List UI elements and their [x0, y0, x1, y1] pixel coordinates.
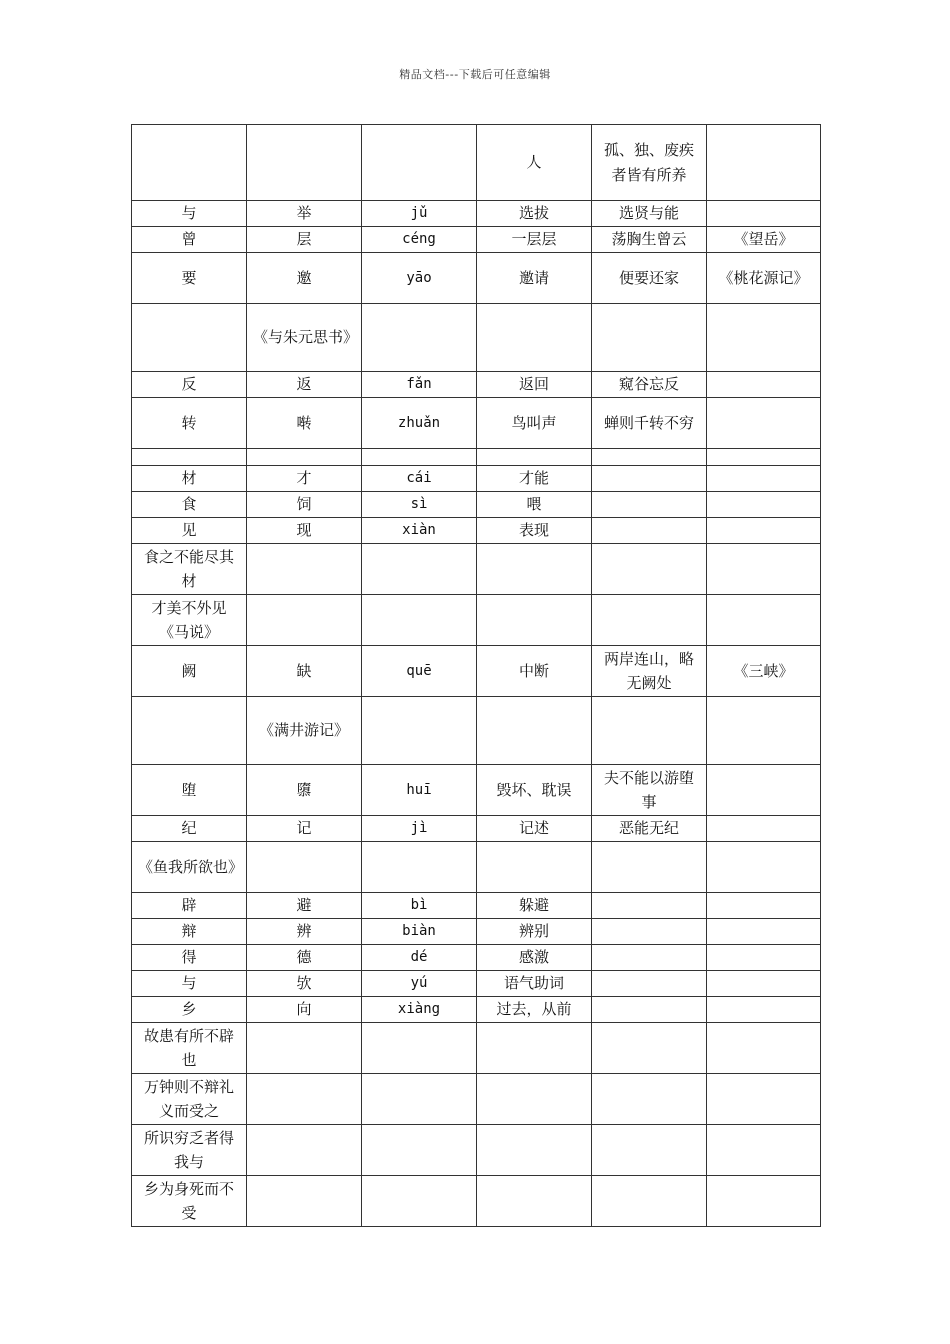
table-cell: [362, 1074, 477, 1125]
table-cell: 才能: [477, 466, 592, 492]
table-cell: 层: [247, 227, 362, 253]
table-cell: dé: [362, 945, 477, 971]
table-cell: 见: [132, 518, 247, 544]
table-cell: [362, 842, 477, 893]
table-cell: [707, 919, 821, 945]
table-cell: 选拔: [477, 201, 592, 227]
table-row: [132, 518, 821, 544]
table-cell: [592, 492, 707, 518]
table-cell: [132, 697, 247, 765]
table-cell: 记述: [477, 816, 592, 842]
table-row: [132, 997, 821, 1023]
table-row: [132, 1125, 821, 1176]
table-cell: [477, 1125, 592, 1176]
table-row: [132, 595, 821, 646]
table-cell: [707, 842, 821, 893]
table-row: [132, 697, 821, 765]
table-cell: [247, 1176, 362, 1227]
table-cell: [477, 1023, 592, 1074]
table-cell: 返: [247, 372, 362, 398]
table-cell: 返回: [477, 372, 592, 398]
table-cell: 《望岳》: [707, 227, 821, 253]
table-cell: [592, 997, 707, 1023]
table-cell: céng: [362, 227, 477, 253]
table-cell: [592, 1023, 707, 1074]
table-row: [132, 372, 821, 398]
table-cell: [592, 971, 707, 997]
table-cell: 人: [477, 125, 592, 201]
table-cell: [592, 1176, 707, 1227]
table-cell: 恶能无纪: [592, 816, 707, 842]
table-cell: [247, 449, 362, 466]
table-cell: [477, 595, 592, 646]
table-cell: 阙: [132, 646, 247, 697]
table-cell: [592, 893, 707, 919]
table-cell: 躲避: [477, 893, 592, 919]
table-cell: 乡为身死而不受: [132, 1176, 247, 1227]
table-row: [132, 304, 821, 372]
table-cell: 选贤与能: [592, 201, 707, 227]
table-cell: 故患有所不辟也: [132, 1023, 247, 1074]
table-cell: [477, 304, 592, 372]
table-cell: [362, 697, 477, 765]
table-cell: [592, 842, 707, 893]
table-cell: [362, 304, 477, 372]
table-cell: biàn: [362, 919, 477, 945]
table-cell: [707, 997, 821, 1023]
table-cell: 堕: [132, 765, 247, 816]
table-cell: [362, 449, 477, 466]
table-cell: 乡: [132, 997, 247, 1023]
table-cell: [477, 1074, 592, 1125]
table-cell: [362, 1023, 477, 1074]
table-row: [132, 919, 821, 945]
table-cell: [707, 544, 821, 595]
table-cell: [707, 372, 821, 398]
table-cell: 才: [247, 466, 362, 492]
table-cell: 德: [247, 945, 362, 971]
table-cell: 辟: [132, 893, 247, 919]
table-cell: [707, 945, 821, 971]
table-row: [132, 893, 821, 919]
table-cell: 欤: [247, 971, 362, 997]
table-cell: sì: [362, 492, 477, 518]
table-cell: [707, 971, 821, 997]
table-cell: 记: [247, 816, 362, 842]
table-cell: 《三峡》: [707, 646, 821, 697]
table-cell: [592, 945, 707, 971]
table-cell: 夫不能以游堕事: [592, 765, 707, 816]
table-cell: [707, 201, 821, 227]
table-cell: [592, 449, 707, 466]
table-cell: [247, 1074, 362, 1125]
table-cell: [707, 595, 821, 646]
table-cell: [707, 765, 821, 816]
table-row: [132, 449, 821, 466]
table-cell: [247, 1125, 362, 1176]
table-cell: [707, 449, 821, 466]
table-row: [132, 201, 821, 227]
table-row: [132, 971, 821, 997]
table-cell: [592, 1125, 707, 1176]
table-cell: [592, 518, 707, 544]
table-cell: quē: [362, 646, 477, 697]
table-cell: bì: [362, 893, 477, 919]
table-cell: [477, 544, 592, 595]
table-cell: [592, 466, 707, 492]
table-cell: 荡胸生曾云: [592, 227, 707, 253]
table-row: [132, 125, 821, 201]
table-cell: [707, 125, 821, 201]
table-cell: 孤、独、废疾者皆有所养: [592, 125, 707, 201]
table-cell: 食: [132, 492, 247, 518]
table-cell: 辩: [132, 919, 247, 945]
table-cell: 中断: [477, 646, 592, 697]
table-cell: 感激: [477, 945, 592, 971]
page-header: 精品文档---下载后可任意编辑: [399, 68, 551, 81]
table-cell: [362, 1125, 477, 1176]
table-row: [132, 1074, 821, 1125]
table-cell: 便要还家: [592, 253, 707, 304]
table-cell: [707, 816, 821, 842]
table-cell: 隳: [247, 765, 362, 816]
table-cell: 所识穷乏者得我与: [132, 1125, 247, 1176]
table-cell: 邀请: [477, 253, 592, 304]
table-cell: [247, 544, 362, 595]
table-cell: 避: [247, 893, 362, 919]
table-cell: 一层层: [477, 227, 592, 253]
table-cell: 与: [132, 201, 247, 227]
table-cell: 辨别: [477, 919, 592, 945]
table-cell: 《桃花源记》: [707, 253, 821, 304]
table-cell: [362, 595, 477, 646]
table-cell: 毁坏、耽误: [477, 765, 592, 816]
table-cell: 缺: [247, 646, 362, 697]
table-cell: 纪: [132, 816, 247, 842]
table-cell: [592, 595, 707, 646]
table-cell: [707, 1074, 821, 1125]
table-cell: 向: [247, 997, 362, 1023]
table-row: [132, 816, 821, 842]
table-cell: cái: [362, 466, 477, 492]
table-cell: 辨: [247, 919, 362, 945]
table-cell: [707, 1023, 821, 1074]
table-cell: [707, 466, 821, 492]
table-cell: [477, 842, 592, 893]
table-cell: [592, 544, 707, 595]
table-cell: 转: [132, 398, 247, 449]
table-cell: [707, 304, 821, 372]
table-cell: 两岸连山，略无阙处: [592, 646, 707, 697]
table-cell: [132, 304, 247, 372]
table-row: [132, 842, 821, 893]
table-cell: 曾: [132, 227, 247, 253]
table-cell: [247, 842, 362, 893]
table-cell: 反: [132, 372, 247, 398]
vocabulary-table: [131, 124, 821, 1227]
table-row: [132, 1176, 821, 1227]
table-cell: [247, 125, 362, 201]
table-cell: [132, 449, 247, 466]
table-cell: [592, 697, 707, 765]
table-cell: [707, 1176, 821, 1227]
table-cell: [362, 125, 477, 201]
table-cell: 邀: [247, 253, 362, 304]
table-cell: [477, 1176, 592, 1227]
table-cell: 窥谷忘反: [592, 372, 707, 398]
table-row: [132, 765, 821, 816]
table-cell: huī: [362, 765, 477, 816]
table-row: [132, 945, 821, 971]
table-cell: 材: [132, 466, 247, 492]
table-cell: 才美不外见《马说》: [132, 595, 247, 646]
table-cell: [362, 544, 477, 595]
table-cell: 万钟则不辩礼义而受之: [132, 1074, 247, 1125]
table-cell: [592, 919, 707, 945]
table-cell: 喂: [477, 492, 592, 518]
table-cell: [707, 1125, 821, 1176]
table-cell: 得: [132, 945, 247, 971]
table-cell: [707, 518, 821, 544]
table-cell: 现: [247, 518, 362, 544]
table-cell: xiàn: [362, 518, 477, 544]
table-cell: yú: [362, 971, 477, 997]
table-cell: xiàng: [362, 997, 477, 1023]
table-cell: 鸟叫声: [477, 398, 592, 449]
table-cell: [477, 697, 592, 765]
table-cell: 食之不能尽其材: [132, 544, 247, 595]
table-cell: 表现: [477, 518, 592, 544]
table-cell: jì: [362, 816, 477, 842]
table-cell: [247, 1023, 362, 1074]
table-cell: fǎn: [362, 372, 477, 398]
table-cell: [707, 893, 821, 919]
table-cell: 与: [132, 971, 247, 997]
table-cell: [477, 449, 592, 466]
table-cell: 过去，从前: [477, 997, 592, 1023]
table-cell: yāo: [362, 253, 477, 304]
table-row: [132, 492, 821, 518]
table-cell: [132, 125, 247, 201]
table-row: [132, 544, 821, 595]
table-cell: 啭: [247, 398, 362, 449]
table-cell: [707, 492, 821, 518]
table-row: [132, 466, 821, 492]
table-row: [132, 227, 821, 253]
table-row: [132, 398, 821, 449]
table-cell: 《满井游记》: [247, 697, 362, 765]
table-cell: 蝉则千转不穷: [592, 398, 707, 449]
table-cell: [592, 304, 707, 372]
table-cell: jǔ: [362, 201, 477, 227]
table-cell: 要: [132, 253, 247, 304]
table-cell: [362, 1176, 477, 1227]
table-cell: 举: [247, 201, 362, 227]
table-cell: [247, 595, 362, 646]
table-cell: 《鱼我所欲也》: [132, 842, 247, 893]
table-cell: [707, 398, 821, 449]
table-cell: 饲: [247, 492, 362, 518]
table-cell: 《与朱元思书》: [247, 304, 362, 372]
table-row: [132, 1023, 821, 1074]
table-row: [132, 646, 821, 697]
table-cell: 语气助词: [477, 971, 592, 997]
table-cell: [592, 1074, 707, 1125]
table-row: [132, 253, 821, 304]
table-cell: zhuǎn: [362, 398, 477, 449]
table-cell: [707, 697, 821, 765]
